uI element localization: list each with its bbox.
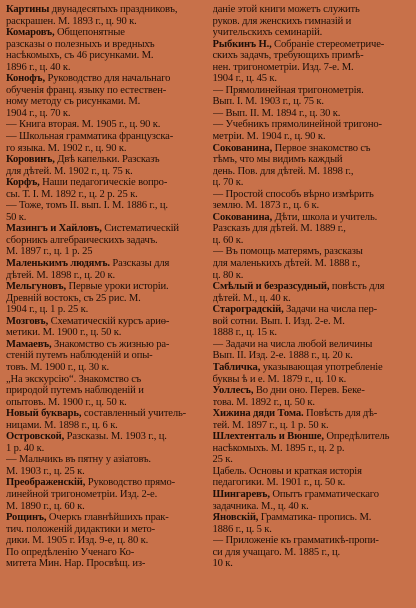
catalog-line [6,223,205,235]
entry-text: Руководство для начальнаго [44,73,171,85]
catalog-line [213,119,412,131]
catalog-line [6,281,205,293]
catalog-line [213,154,412,166]
entry-text: — Тоже, томъ II. вып. I. М. 1886 г., ц. [6,200,168,212]
entry-text: Систематическій [101,223,179,235]
catalog-line [6,96,205,108]
entry-heading: Табличка, [212,361,261,373]
catalog-line [6,385,205,397]
catalog-line [6,524,205,536]
catalog-line [213,362,412,374]
catalog-line [213,4,412,16]
entry-text: 1888 г., ц. 15 к. [212,327,277,339]
catalog-line [6,443,205,455]
catalog-line [213,39,412,51]
catalog-line [6,558,205,570]
entry-text: Разсказы. М. 1903 г., ц. [64,431,167,443]
entry-text: — Мальчикъ въ пятну у азіатовъ. [6,454,151,466]
entry-text: Грамматика- пропись. М. [258,512,372,524]
catalog-line [6,535,205,547]
entry-text: Схематическій курсъ ариө- [48,315,170,327]
entry-text: 50 к. [6,211,27,223]
catalog-line [6,374,205,386]
entry-text: Первые уроки исторіи. [65,281,169,293]
entry-heading: Уоллесъ, [212,385,254,397]
entry-heading: Рыбкинъ Н., [212,38,272,50]
entry-heading: Картины [6,4,50,15]
entry-text: учительскихъ семинарій. [212,27,323,39]
entry-text: — Простой способъ вѣрно измѣрить [212,188,374,200]
catalog-line [213,235,412,247]
entry-text: — Вып. II. М. 1894 г., ц. 30 к. [212,107,341,119]
entry-text: раскрашен. М. 1893 г., ц. 90 к. [6,15,137,27]
entry-heading: Сокованина, [212,211,273,223]
entry-text: природой путемъ наблюденій и [6,385,144,397]
catalog-line [6,62,205,74]
catalog-line [6,339,205,351]
entry-text: Разсказы для [109,258,170,270]
catalog-line [6,501,205,513]
entry-text: Дѣти, школа и учитель. [272,211,378,223]
entry-text: Во дни оно. Перев. Беке- [253,385,365,397]
catalog-line [6,235,205,247]
entry-text: Общепонятные [54,27,125,39]
entry-text: Двѣ капельки. Разсказъ [54,154,160,166]
entry-text: метріи. М. 1904 г., ц. 90 к. [212,131,326,143]
catalog-line [6,362,205,374]
entry-heading: Мельгуновъ, [6,281,66,293]
catalog-line [213,166,412,178]
entry-text: тей. М. 1897 г., ц. 1 р. 50 к. [212,419,329,431]
catalog-line [6,108,205,120]
catalog-line [6,316,205,328]
catalog-line [213,420,412,432]
entry-text: двунадесятыхъ праздниковъ, [49,4,178,15]
catalog-line [6,547,205,559]
entry-text: — Книга вторая. М. 1905 г., ц. 90 к. [6,119,161,131]
catalog-line [213,327,412,339]
entry-text: педагогики. М. 1901 г., ц. 50 к. [212,477,346,489]
catalog-line [213,108,412,120]
catalog-line [213,258,412,270]
entry-text: насѣкомыхъ, съ 46 рисунками. М. [6,50,154,62]
catalog-line [213,316,412,328]
entry-text: ц. 80 к. [212,269,244,281]
entry-text: для дѣтей. М. 1902 г., ц. 75 к. [6,165,133,177]
entry-text: ц. 70 к. [212,177,244,189]
catalog-line [6,304,205,316]
catalog-line [213,408,412,420]
entry-text: насѣкомыхъ. М. 1895 г., ц. 2 р. [212,442,345,454]
catalog-line [6,327,205,339]
catalog-line [6,177,205,189]
entry-text: 25 к. [212,454,233,466]
catalog-line [6,85,205,97]
catalog-line [6,166,205,178]
entry-text: день. Пов. для дѣтей. М. 1898 г., [212,165,354,177]
entry-text: сы. Т. I. М. 1892 г., ц. 2 р. 25 к. [6,188,138,200]
catalog-line [6,27,205,39]
catalog-line [6,397,205,409]
catalog-line [213,246,412,258]
catalog-line [213,489,412,501]
entry-text: опытовъ. М. 1900 г., ц. 50 к. [6,396,127,408]
catalog-line [6,350,205,362]
entry-heading: Мазингъ и Хайловъ, [6,223,102,235]
catalog-line [6,270,205,282]
entry-text: тич. положеній дидактики и мето- [6,523,156,535]
catalog-line [213,443,412,455]
entry-heading: Сокованина, [212,142,273,154]
entry-text: Разсказъ для дѣтей. М. 1889 г., [212,223,346,235]
catalog-line [6,154,205,166]
catalog-line [213,293,412,305]
entry-text: стеній путемъ наблюденій и опы- [6,350,153,362]
entry-text: Повѣсть для дѣ- [303,408,378,420]
catalog-line [6,73,205,85]
catalog-line [213,270,412,282]
catalog-line [6,420,205,432]
entry-text: Опытъ грамматическаго [269,488,379,500]
entry-text: — Приложеніе къ грамматикѣ-пропи- [212,535,379,547]
entry-text: скихъ задачъ, требующихъ примѣ- [212,50,364,62]
catalog-line [213,177,412,189]
entry-text: Собраніе стереометриче- [271,38,385,50]
entry-text: М. 1890 г., ц. 60 к. [6,500,85,512]
catalog-line [213,466,412,478]
catalog-line [213,350,412,362]
catalog-line [213,131,412,143]
entry-heading: Островской, [6,431,65,443]
entry-text: Очеркъ главнѣйшихъ прак- [46,512,169,524]
catalog-line [213,397,412,409]
catalog-line [6,466,205,478]
entry-text: вой сотни. Вып. I. Изд. 2-е. М. [212,315,345,327]
entry-heading: Смѣлый и безразсудный, [212,281,330,293]
entry-text: си для учащаго. М. 1885 г., ц. [212,546,341,558]
entry-text: Наши педагогическіе вопро- [39,177,168,189]
catalog-line [213,50,412,62]
entry-text: 1886 г., ц. 5 к. [212,523,272,535]
entry-heading: Комаровъ, [6,27,55,39]
catalog-line [213,27,412,39]
catalog-line [213,374,412,386]
entry-text: 1904 г., ц. 70 к. [6,107,71,119]
catalog-line [213,223,412,235]
catalog-line [213,524,412,536]
catalog-line [213,535,412,547]
entry-text: сборникъ алгебраическихъ задачъ. [6,234,158,246]
entry-text: тѣмъ, что мы видимъ каждый [212,154,343,166]
entry-text: М. 1897 г., ц. 1 р. 25 [6,246,93,258]
entry-heading: Коровинъ, [6,154,55,166]
entry-text: 1904 г., ц. 45 к. [212,73,277,85]
entry-heading: Рощинъ, [6,512,47,524]
entry-text: Вып. II. Изд. 2-е. 1888 г., ц. 20 к. [212,350,353,362]
catalog-line [6,293,205,305]
entry-text: 1 р. 40 к. [6,442,45,454]
entry-text: Древній востокъ, съ 25 рис. М. [6,292,141,304]
entry-text: нен. тригонометріи. Изд. 7-е. М. [212,61,354,73]
entry-text: Опредѣлитель [323,431,390,443]
entry-text: разсказы о полезныхъ и вредныхъ [6,38,155,50]
entry-heading: Яновскій, [212,512,259,524]
entry-heading: Шингаревъ, [212,488,270,500]
entry-text: Задачи на числа пер- [283,304,377,316]
entry-text: — Прямолинейная тригонометрія. [212,84,364,96]
entry-heading: Конофъ, [6,73,45,85]
entry-text: 10 к. [212,558,233,570]
right-column [213,4,412,608]
entry-text: указывающая употребленіе [260,361,383,373]
catalog-line [213,85,412,97]
catalog-line [6,512,205,524]
catalog-line [6,454,205,466]
catalog-line [213,477,412,489]
entry-text: обученія франц. языку по естествен- [6,84,167,96]
entry-heading: Шлехтенталь и Вюнше, [212,431,324,443]
catalog-line [213,96,412,108]
entry-text: дики. М. 1905 г. Изд. 9-е, ц. 80 к. [6,535,149,547]
entry-text: буквы ѣ и е. М. 1879 г., ц. 10 к. [212,373,347,385]
entry-text: повѣсть для [329,281,385,293]
entry-text: дѣтей. М., ц. 40 к. [212,292,291,304]
catalog-line [6,212,205,224]
catalog-line [6,119,205,131]
entry-heading: Маленькимъ людямъ. [6,258,110,270]
catalog-line [213,73,412,85]
entry-text: — Школьная грамматика французска- [6,131,174,143]
entry-text: составленный учитель- [81,408,187,420]
entry-text: землю. М. 1873 г., ц. 6 к. [212,200,320,212]
entry-heading: Староградскій, [212,304,284,316]
entry-text: метики. М. 1900 г., ц. 50 к. [6,327,122,339]
catalog-line [6,189,205,201]
catalog-line [213,16,412,28]
entry-text: линейной тригонометріи. Изд. 2-е. [6,488,158,500]
entry-text: „На экскурсію“. Знакомство съ [6,373,142,385]
catalog-line [213,501,412,513]
catalog-line [6,431,205,443]
entry-heading: Мозговъ, [6,315,49,327]
catalog-line [213,454,412,466]
catalog-line [6,408,205,420]
entry-heading: Новый букварь, [6,408,82,420]
catalog-line [6,16,205,28]
entry-text: руков. для женскихъ гимназій и [212,15,352,27]
catalog-line [213,200,412,212]
catalog-line [6,131,205,143]
catalog-line [6,200,205,212]
entry-text: ц. 60 к. [212,234,244,246]
entry-text: задачника. М., ц. 40 к. [212,500,309,512]
entry-text: Руководство прямо- [85,477,175,489]
entry-text: Знакомство съ жизнью ра- [51,338,170,350]
left-column [6,4,205,608]
catalog-line [6,489,205,501]
entry-text: Цабель. Основы и краткая исторія [212,465,362,477]
entry-heading: Мамаевъ, [6,338,52,350]
catalog-line [213,547,412,559]
entry-text: товъ. М. 1900 г., ц. 30 к. [6,361,110,373]
entry-text: Вып. I. М. 1903 г., ц. 75 к. [212,96,324,108]
catalog-line [213,143,412,155]
entry-text: го языка. М. 1902 г., ц. 90 к. [6,142,127,154]
catalog-line [213,281,412,293]
catalog-line [6,246,205,258]
catalog-line [213,189,412,201]
catalog-line [6,143,205,155]
catalog-line [213,431,412,443]
entry-heading: Корфъ, [6,177,40,189]
catalog-line [6,477,205,489]
entry-text: митета Мин. Нар. Просвѣщ. из- [6,558,146,570]
entry-text: ницами. М. 1898 г., ц. 6 к. [6,419,118,431]
entry-text: для маленькихъ дѣтей. М. 1888 г., [212,258,360,270]
catalog-line [213,339,412,351]
catalog-line [6,258,205,270]
catalog-line [213,304,412,316]
catalog-line [6,4,205,16]
entry-text: М. 1903 г., ц. 25 к. [6,465,85,477]
entry-text: Первое знакомство съ [272,142,371,154]
catalog-line [213,385,412,397]
entry-text: дѣтей. М. 1898 г., ц. 20 к. [6,269,116,281]
entry-heading: Преображенскій, [6,477,86,489]
entry-text: 1904 г., ц. 1 р. 25 к. [6,304,89,316]
entry-text: — Въ помощь матерямъ, разсказы [212,246,363,258]
entry-text: — Учебникъ прямолинейной тригоно- [212,119,382,131]
catalog-line [213,512,412,524]
entry-text: — Задачи на числа любой величины [212,338,373,350]
entry-heading: Хижина дяди Тома. [212,408,304,420]
entry-text: това. М. 1892 г., ц. 50 к. [212,396,315,408]
entry-text: По опредѣленію Ученаго Ко- [6,546,135,558]
catalog-line [213,62,412,74]
catalog-line [213,558,412,570]
catalog-line [6,50,205,62]
catalog-line [213,212,412,224]
entry-text: даніе этой книги можетъ служить [212,4,360,15]
entry-text: ному методу съ рисунками. М. [6,96,141,108]
entry-text: 1896 г., ц. 40 к. [6,61,71,73]
catalog-line [6,39,205,51]
